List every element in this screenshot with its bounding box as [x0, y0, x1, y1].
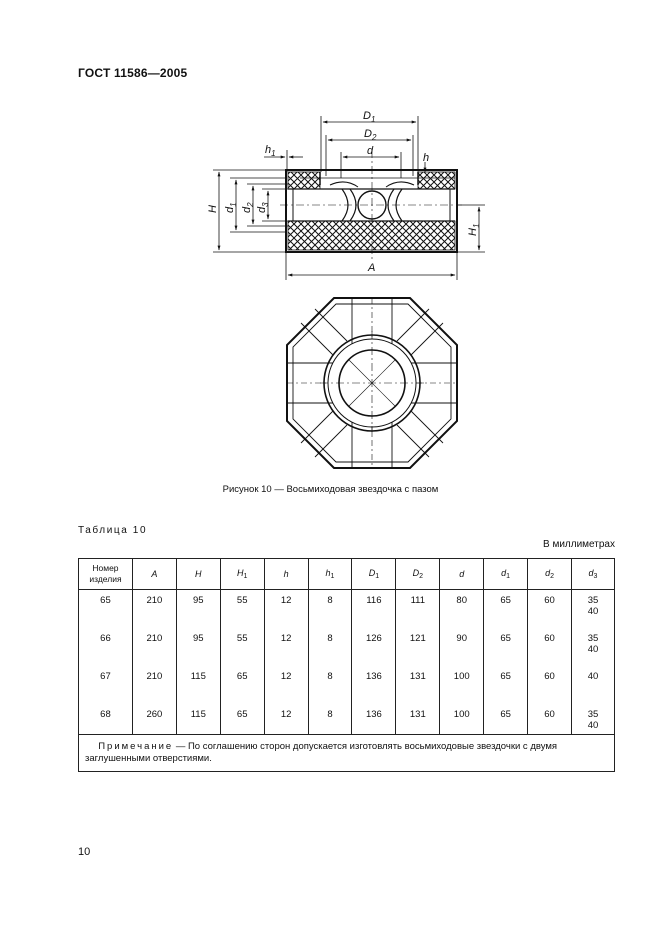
header-h: h — [264, 559, 308, 590]
cell-h: 12 — [264, 632, 308, 670]
cell-D2: 131 — [396, 670, 440, 708]
svg-text:H: H — [207, 205, 219, 213]
cell-d2: 60 — [528, 632, 572, 670]
cell-nom: 65 — [79, 590, 133, 633]
cell-h1: 8 — [308, 670, 352, 708]
cell-d2: 60 — [528, 708, 572, 735]
svg-text:d: d — [367, 145, 374, 157]
table-note-row — [79, 735, 615, 772]
cell-D1: 136 — [352, 708, 396, 735]
cell-d1: 65 — [484, 632, 528, 670]
table-row — [79, 708, 615, 735]
cell-d: 100 — [440, 708, 484, 735]
table-label: Таблица 10 — [78, 525, 148, 536]
cell-H: 115 — [176, 670, 220, 708]
cell-h: 12 — [264, 670, 308, 708]
table-row — [79, 632, 615, 670]
cell-H1: 65 — [220, 708, 264, 735]
page-number: 10 — [78, 846, 91, 858]
table-note — [79, 735, 615, 772]
cell-d1: 65 — [484, 590, 528, 633]
cell-D1: 126 — [352, 632, 396, 670]
table-header-row — [79, 559, 615, 590]
cell-D2: 111 — [396, 590, 440, 633]
technical-drawing — [200, 105, 500, 475]
cell-H1: 55 — [220, 632, 264, 670]
cell-h1: 8 — [308, 590, 352, 633]
header-h1: $h_1$ — [308, 559, 352, 590]
header-H1: $H_1$ — [220, 559, 264, 590]
cell-A: 210 — [132, 632, 176, 670]
cell-D2: 121 — [396, 632, 440, 670]
cell-d3: 35 40 — [571, 590, 614, 633]
header-d2: $d_2$ — [528, 559, 572, 590]
header-d1: $d_1$ — [484, 559, 528, 590]
cell-A: 210 — [132, 590, 176, 633]
header-D1: $D_1$ — [352, 559, 396, 590]
top-view — [287, 298, 457, 468]
cell-D2: 131 — [396, 708, 440, 735]
cell-d1: 65 — [484, 670, 528, 708]
svg-text:h: h — [423, 152, 430, 164]
cell-d1: 65 — [484, 708, 528, 735]
cell-d: 90 — [440, 632, 484, 670]
cell-H1: 55 — [220, 590, 264, 633]
cell-d2: 60 — [528, 590, 572, 633]
dimension-lines — [213, 116, 485, 280]
cell-h: 12 — [264, 708, 308, 735]
cell-d2: 60 — [528, 670, 572, 708]
document-header: ГОСТ 11586—2005 — [78, 66, 188, 80]
header-H: H — [176, 559, 220, 590]
cell-H1: 65 — [220, 670, 264, 708]
table-row — [79, 670, 615, 708]
svg-text:A: A — [368, 262, 376, 274]
svg-text:D1: $D_1$ — [363, 110, 376, 124]
cell-d: 80 — [440, 590, 484, 633]
cell-H: 115 — [176, 708, 220, 735]
cell-d3: 40 — [571, 670, 614, 708]
header-d3: $d_3$ — [571, 559, 614, 590]
side-view — [280, 150, 462, 262]
cell-H: 95 — [176, 632, 220, 670]
cell-h1: 8 — [308, 632, 352, 670]
header-d: d — [440, 559, 484, 590]
svg-text:H1: $H_1$ — [467, 223, 481, 236]
note-label: Примечание — [98, 741, 174, 752]
cell-nom: 66 — [79, 632, 133, 670]
units-label: В миллиметрах — [543, 539, 615, 550]
cell-h1: 8 — [308, 708, 352, 735]
svg-text:h1: $h_1$ — [265, 144, 276, 158]
cell-nom: 68 — [79, 708, 133, 735]
svg-text:d2: $d_2$ — [241, 202, 255, 213]
table-row — [79, 590, 615, 633]
cell-A: 210 — [132, 670, 176, 708]
cell-d: 100 — [440, 670, 484, 708]
cell-nom: 67 — [79, 670, 133, 708]
svg-text:d1: $d_1$ — [224, 202, 238, 213]
cell-h: 12 — [264, 590, 308, 633]
header-D2: $D_2$ — [396, 559, 440, 590]
cell-D1: 116 — [352, 590, 396, 633]
dimensions-table — [78, 558, 615, 772]
cell-A: 260 — [132, 708, 176, 735]
svg-text:d3: $d_3$ — [256, 202, 270, 213]
note-text: — По соглашению сторон допускается изготовлять восьмиходовые звездочки с двумя заглушенными отверстиями. — [85, 741, 558, 764]
header-A: A — [132, 559, 176, 590]
cell-d3: 35 40 — [571, 632, 614, 670]
cell-D1: 136 — [352, 670, 396, 708]
cell-d3: 35 40 — [571, 708, 614, 735]
cell-H: 95 — [176, 590, 220, 633]
figure-caption: Рисунок 10 — Восьмиходовая звездочка с пазом — [222, 484, 439, 495]
header-nom: Номер изделия — [79, 559, 133, 590]
svg-text:D2: $D_2$ — [364, 128, 377, 142]
